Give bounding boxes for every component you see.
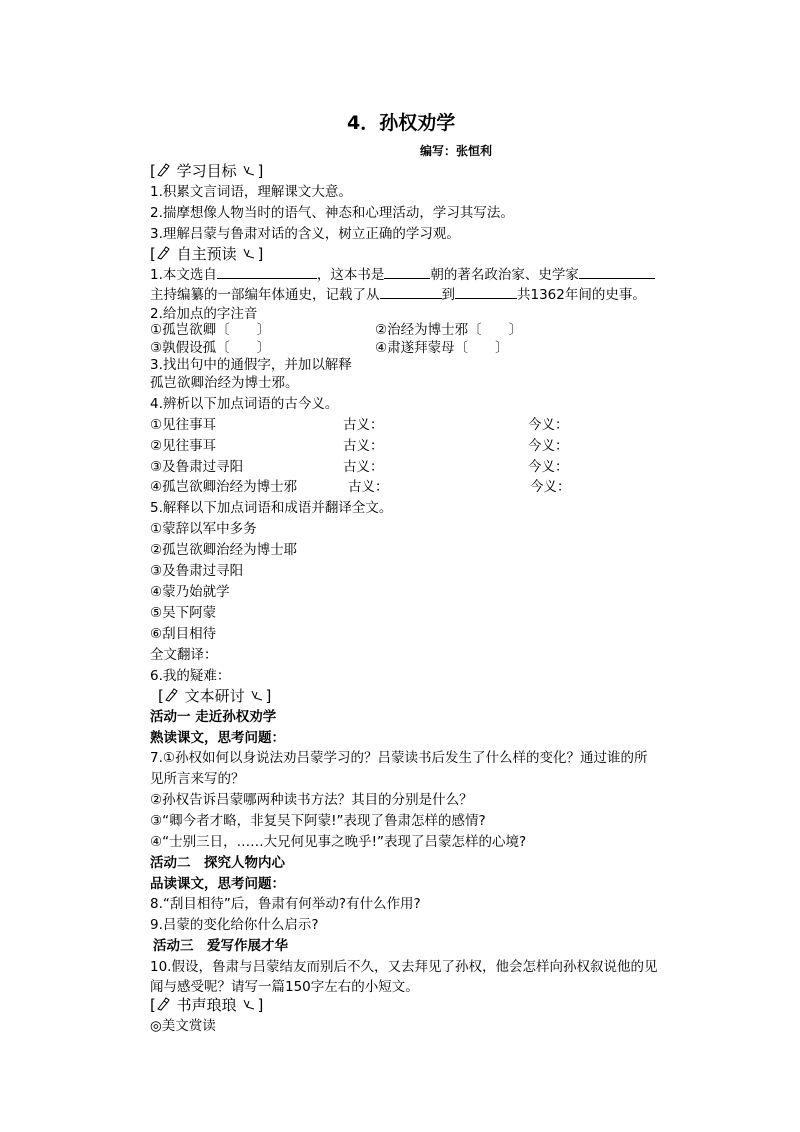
- section-header-study: [ 文本研讨 ]: [158, 687, 272, 705]
- reading-item: ◎美文赏读: [150, 1018, 216, 1034]
- question-9: 9.吕蒙的变化给你什么启示?: [150, 917, 319, 933]
- goal-item: 3.理解吕蒙与鲁肃对话的含义，树立正确的学习观。: [150, 226, 460, 242]
- explain-item: ④蒙乃始就学: [150, 584, 230, 600]
- pinyin-item: ③孰假设孤〔 〕: [150, 340, 271, 356]
- question-3: 3.找出句中的通假字，并加以解释: [150, 357, 352, 373]
- answer-blank[interactable]: [380, 285, 442, 299]
- activity-2-task: 品读课文，思考问题：: [150, 876, 285, 892]
- ancient-meaning-label: 古义：: [343, 459, 384, 475]
- pinyin-item: ④肃遂拜蒙母〔 〕: [375, 340, 509, 356]
- explain-item: ①蒙辞以军中多务: [150, 521, 257, 537]
- word-meaning-item: ④孤岂欲卿治经为博士邪: [150, 479, 298, 495]
- question-8: 8.“刮目相待”后，鲁肃有何举动?有什么作用?: [150, 896, 421, 912]
- modern-meaning-label: 今义：: [528, 438, 569, 454]
- section-header-reading: [ 书声琅琅 ]: [150, 996, 264, 1014]
- question-1-line-2: 主持编纂的一部编年体通史，记载了从 到 共1362年间的史事。: [150, 287, 646, 303]
- pen-hand-icon: [164, 688, 180, 702]
- question-7-line-2: 见所言来写的？: [150, 771, 245, 787]
- question-4: 4.辨析以下加点词语的古今义。: [150, 396, 339, 412]
- pinyin-item: ②治经为博士邪〔 〕: [375, 322, 523, 338]
- translation-label: 全文翻译：: [150, 647, 218, 663]
- word-meaning-item: ②见往事耳: [150, 438, 217, 454]
- word-meaning-item: ①见往事耳: [150, 417, 217, 433]
- question-5: 5.解释以下加点词语和成语并翻译全文。: [150, 500, 393, 516]
- answer-blank[interactable]: [579, 265, 655, 279]
- question-2: 2.给加点的字注音: [150, 306, 258, 322]
- explain-item: ②孤岂欲卿治经为博士耶: [150, 542, 298, 558]
- pinyin-item: ①孤岂欲卿〔 〕: [150, 322, 271, 338]
- question-7-line-1: 7.①孙权如何以身说法劝吕蒙学习的？吕蒙读书后发生了什么样的变化？通过谁的所: [150, 750, 648, 766]
- question-7-sub: ③“卿今者才略，非复吴下阿蒙!”表现了鲁肃怎样的感情?: [150, 813, 486, 829]
- question-3-sentence: 孤岂欲卿治经为博士邪。: [150, 375, 299, 391]
- hand-pen-icon: [249, 688, 265, 702]
- explain-item: ⑥刮目相待: [150, 626, 217, 642]
- word-meaning-item: ③及鲁肃过寻阳: [150, 459, 244, 475]
- answer-blank[interactable]: [455, 285, 517, 299]
- section-header-goals: [ 学习目标 ]: [150, 162, 264, 180]
- section-title: 学习目标: [176, 162, 237, 180]
- activity-2-title: 活动二 探究人物内心: [150, 855, 285, 871]
- section-header-preview: [ 自主预读 ]: [150, 245, 264, 263]
- pen-hand-icon: [156, 246, 172, 260]
- hand-pen-icon: [241, 997, 257, 1011]
- page-title: 4．孙权劝学: [347, 112, 456, 134]
- question-6: 6.我的疑难：: [150, 668, 231, 684]
- author-line: 编写：张恒利: [420, 144, 493, 158]
- modern-meaning-label: 今义：: [530, 479, 571, 495]
- hand-pen-icon: [241, 163, 257, 177]
- question-1-line-1: 1.本文选自 ，这本书是 朝的著名政治家、史学家: [150, 265, 655, 284]
- hand-pen-icon: [241, 246, 257, 260]
- goal-item: 1.积累文言词语，理解课文大意。: [150, 184, 352, 200]
- pen-hand-icon: [156, 163, 172, 177]
- modern-meaning-label: 今义：: [528, 459, 569, 475]
- question-7-sub: ④“士别三日，……大兄何见事之晚乎!”表现了吕蒙怎样的心境?: [150, 834, 527, 850]
- activity-1-title: 活动一 走近孙权劝学: [150, 709, 277, 725]
- ancient-meaning-label: 古义：: [348, 479, 389, 495]
- answer-blank[interactable]: [384, 265, 430, 279]
- modern-meaning-label: 今义：: [528, 417, 569, 433]
- answer-blank[interactable]: [217, 265, 317, 279]
- goal-item: 2.揣摩想像人物当时的语气、神态和心理活动，学习其写法。: [150, 205, 514, 221]
- pen-hand-icon: [156, 997, 172, 1011]
- activity-1-task: 熟读课文，思考问题：: [150, 730, 285, 746]
- ancient-meaning-label: 古义：: [343, 417, 384, 433]
- explain-item: ③及鲁肃过寻阳: [150, 563, 244, 579]
- ancient-meaning-label: 古义：: [343, 438, 384, 454]
- question-7-sub: ②孙权告诉吕蒙哪两种读书方法？其目的分别是什么？: [150, 792, 473, 808]
- question-10-line-1: 10.假设，鲁肃与吕蒙结友而别后不久，又去拜见了孙权，他会怎样向孙权叙说他的见: [150, 959, 658, 975]
- explain-item: ⑤吴下阿蒙: [150, 605, 217, 621]
- section-title: 书声琅琅: [176, 996, 237, 1014]
- section-title: 自主预读: [176, 245, 237, 263]
- section-title: 文本研讨: [184, 687, 245, 705]
- question-10-line-2: 闻与感受呢？请写一篇150字左右的小短文。: [150, 979, 419, 995]
- activity-3-title: 活动三 爱写作展才华: [153, 938, 288, 954]
